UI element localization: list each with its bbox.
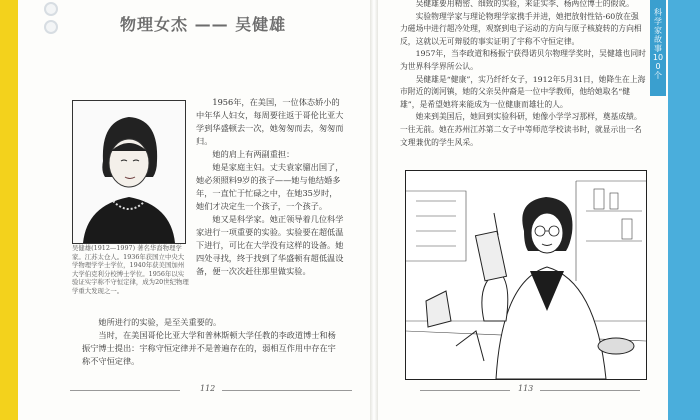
series-title-vertical: 科学家故事100个	[652, 8, 664, 80]
right-column-text	[400, 0, 646, 149]
page-number-right: 113	[518, 384, 534, 393]
chapter-title: 物理女杰 —— 吴健雄	[120, 15, 287, 34]
book-gutter	[370, 0, 378, 420]
paragraph: 她又是科学家。她正领导着几位科学家进行一项重要的实验。实验要在超低温下进行，可比在大学没有这样的设备。她四处寻找，终于找到了华盛顿有超低温设备，便一次次赶往那里做实验。	[196, 214, 344, 276]
laboratory-illustration	[405, 170, 647, 380]
left-column-text	[196, 96, 344, 278]
left-edge-strip	[0, 0, 18, 420]
scientist-lab-drawing	[406, 171, 646, 379]
portrait-caption: 吴健雄(1912—1997) 著名华裔物理学家。江苏太仓人。1936年获国立中央大学物理学学士学位，1940年获美国加州大学伯克利分校博士学位。1956年以实验证实宇称不守恒定律，成为20世纪物理学重大发现之一。	[72, 244, 189, 295]
corner-dot-icon	[44, 2, 58, 16]
paragraph: 实验物理学家与理论物理学家携手并进，她把放射性钴-60放在强力磁场中进行超冷处理，观察到电子运动的方向与原子核旋转的方向相反，这就以无可辩驳的事实证明了宇称不守恒定律。	[400, 11, 642, 46]
portrait-illustration	[73, 101, 185, 243]
paragraph: 当时，在美国哥伦比亚大学和普林斯顿大学任教的李政道博士和杨振宁博士提出：宇称守恒定律并不是普遍存在的，弱相互作用中存在宇称不守恒定律。	[82, 330, 336, 366]
paragraph: 吴健雄要用精密、细致的实验，来证实李、杨两位博士的假说。	[415, 0, 634, 8]
paragraph: 她来到美国后，她回到实验科研，她像小学学习那样，奠基成绩。一往无前。她在苏州江苏第二女子中等师范学校读书时，就显示出一名文理兼优的学生风采。	[400, 112, 642, 147]
portrait-photo	[72, 100, 186, 244]
right-edge-strip	[666, 0, 700, 420]
footer-rule	[70, 390, 180, 391]
left-bottom-text	[82, 316, 342, 368]
footer-rule	[420, 390, 510, 391]
paragraph: 她是家庭主妇。丈夫袁家骝出国了，她必须照料9岁的孩子——她与他结婚多年，一直忙于忙碌之中，在她35岁时，她们才决定生一个孩子，一个孩子。	[196, 162, 344, 211]
paragraph: 她的肩上有两副重担：	[212, 149, 295, 159]
paragraph: 1956年，在美国，一位体态娇小的中年华人妇女，每周要往返于哥伦比亚大学到华盛顿去一次，她匆匆而去，匆匆而归。	[196, 97, 344, 146]
page-number-left: 112	[200, 384, 216, 393]
footer-rule	[222, 390, 352, 391]
page-corner-decoration	[44, 2, 58, 38]
paragraph: 1957年，当李政道和杨振宁获得诺贝尔物理学奖时，吴健雄也同时为世界科学界所公认。	[400, 49, 646, 71]
paragraph: 她所进行的实验，是至关重要的。	[98, 317, 222, 327]
footer-rule	[540, 390, 640, 391]
corner-dot-icon	[44, 20, 58, 34]
paragraph: 吴健雄是“健康”，实乃纤纤女子，1912年5月31日，她降生在上海市附近的浏河镇，她的父亲吴仲裔是一位中学教师，他给她取名“健雄”，是希望她将来能成为一位健康而雄壮的人。	[400, 74, 646, 109]
